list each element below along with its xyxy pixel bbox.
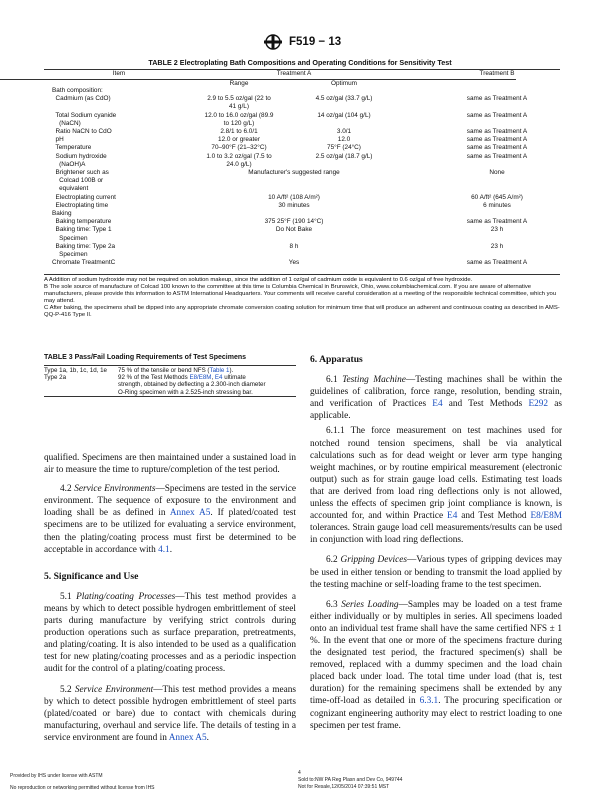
col-treatment-b-header: Treatment B <box>479 70 515 77</box>
footer-right <box>298 777 402 790</box>
table2-row <box>44 121 560 128</box>
table2-row <box>44 96 560 103</box>
table2-row <box>44 252 560 259</box>
e8-link[interactable]: E8/E8M <box>530 511 562 522</box>
table2-row <box>44 154 560 161</box>
section-6-3-1-link[interactable]: 6.3.1 <box>419 696 439 707</box>
table2-treatment-b-cell: 23 h <box>490 226 504 234</box>
col-item-header: Item <box>112 70 126 77</box>
table3-requirement-cont: strength, obtained by deflecting a 2.300-inch diameter <box>118 381 266 389</box>
table2-treatment-b-cell: same as Treatment A <box>466 95 528 103</box>
footer-not-for-resale: Not for Resale,12/05/2014 07:39:51 MST <box>298 783 390 790</box>
astm-logo <box>262 34 284 50</box>
table2-treatment-b-cell: same as Treatment A <box>466 152 528 160</box>
table2-treatment-a-cell: Yes <box>288 259 300 267</box>
table2-optimum-cell: 4.5 oz/gal (33.7 g/L) <box>315 95 373 103</box>
footnote-a: A Addition of sodium hydroxide may not be required on solution makeup, since the addition of 1 oz/gal of cadmium oxide is equivalent to 0.6 oz/gal of free hydroxide. <box>44 277 473 283</box>
footer-no-reproduction: No reproduction or networking permitted without license from IHS <box>10 784 155 791</box>
table-rule-header <box>0 79 516 80</box>
table2-treatment-b-cell: same as Treatment A <box>466 144 528 152</box>
table2-range-cell: 2.9 to 5.5 oz/gal (22 to <box>207 95 271 103</box>
table2-row <box>44 170 560 177</box>
table2-row <box>44 145 560 152</box>
table2-treatment-b-cell: 23 h <box>490 242 504 250</box>
table2-row <box>44 227 560 234</box>
table2-row <box>44 113 560 120</box>
e4-link[interactable]: E4 <box>214 374 223 382</box>
table2-range-cell: 12.0 to 16.0 oz/gal (89.9 <box>204 111 274 119</box>
table2-range-cell: 2.8/1 to 6.0/1 <box>220 128 258 135</box>
table2-treatment-a-cell: 8 h <box>289 242 299 250</box>
table2-row <box>44 203 560 210</box>
table2-footnotes <box>44 277 560 319</box>
standard-designation: F519 − 13 <box>289 36 342 48</box>
table2-treatment-b-cell: 6 minutes <box>483 201 511 209</box>
table2-row <box>44 162 560 169</box>
table2-item-cell: (NaOH)A <box>52 160 86 168</box>
table2-optimum-cell: 75°F (24°C) <box>327 144 361 152</box>
table2-treatment-a-cell: 10 A/ft² (108 A/m²) <box>268 193 320 201</box>
col-treatment-a-header: Treatment A <box>276 70 312 77</box>
section-6-heading: 6. Apparatus <box>310 354 363 365</box>
table2-item-cell: Sodium hydroxide <box>52 152 107 160</box>
table2-optimum-cell: 2.5 oz/gal (18.7 g/L) <box>315 152 373 160</box>
table3-row <box>44 374 296 381</box>
paragraph-5-1: 5.1 Plating/coating Processes—This test method provides a means by which to detect possible hydrogen embrittlement of steel parts during manufacture by verifying strict controls during production operations such as surface preparation, pretreatments, and plating/coating. It is also intended to be used as a qualification test for new plating/coating processes and as a periodic inspection audit for the control of a plating/coating process. <box>44 591 296 675</box>
e4-link[interactable]: E4 <box>447 511 458 522</box>
table2-item-cell: pH <box>52 136 64 144</box>
table2-treatment-a-cell: 375 25°F (190 14°C) <box>264 218 324 226</box>
footer-left <box>10 773 155 791</box>
table3-rule-bottom <box>44 396 296 397</box>
paragraph-6-2: 6.2 Gripping Devices—Various types of gripping devices may be used in either tension or bending to transmit the load applied by the testing machine or self-loading frame to the test specimen. <box>310 555 563 590</box>
table-rule-bottom <box>44 274 560 275</box>
annex-a5-link[interactable]: Annex A5 <box>169 508 211 519</box>
table2-treatment-a-cell: Manufacturer's suggested range <box>248 169 340 176</box>
table2-optimum-cell: 12.0 <box>337 136 351 144</box>
sub-optimum-header: Optimum <box>331 80 357 87</box>
table2-item-cell: Specimen <box>52 234 88 242</box>
table2-row <box>44 219 560 226</box>
table3-type: Type 1a, 1b, 1c, 1d, 1e <box>44 367 107 374</box>
left-column <box>44 452 296 744</box>
table3-requirement-cont: O-Ring specimen with a 2.525-inch stressing bar. <box>118 388 253 396</box>
e4-link[interactable]: E4 <box>432 399 443 410</box>
table2-subheader-row <box>44 81 560 88</box>
table2-item-cell: Ratio NaCN to CdO <box>52 128 112 135</box>
table2-treatment-b-cell: same as Treatment A <box>466 111 528 119</box>
table3 <box>44 367 296 396</box>
table2-treatment-b-cell: same as Treatment A <box>466 136 528 144</box>
table2-treatment-b-cell: same as Treatment A <box>466 259 528 267</box>
table2-item-cell: Baking temperature <box>52 218 112 226</box>
table2-row <box>44 88 560 95</box>
table2-row <box>44 195 560 202</box>
section-5-heading: 5. Significance and Use <box>44 570 139 582</box>
table2-range-cell: to 120 g/L) <box>223 119 255 127</box>
paragraph-6-1-1: 6.1.1 The force measurement on test machines used for notched round tension specimens, shall be via analytical calculations such as for dead weight or lever arm type hanging weight machines, or by routine empirical measurement (electronic output) such as for strain gauge load cells. Estimating test loads that are derived from load ring deflections only is not allowed, unless the effects of specimen grip joint compliance is known, is accounted for, and within Practice E4 and Test Method E8/E8M tolerances. Strain gauge load cell measurements/results can be used in conjunction with load ring deflections. <box>310 426 562 546</box>
e292-link[interactable]: E292 <box>528 399 549 410</box>
sub-range-header: Range <box>229 80 249 87</box>
table2-range-cell: 1.0 to 3.2 oz/gal (7.5 to <box>206 152 272 160</box>
table2-range-cell: 70–90°F (21–32°C) <box>211 144 267 152</box>
section-4-1-link[interactable]: 4.1 <box>158 544 170 555</box>
table2-optimum-cell: 3.0/1 <box>336 128 352 135</box>
table2-item-cell: Colcad 100B or <box>52 177 104 185</box>
table3-requirement: 92 % of the Test Methods E8/E8M, E4 ultimate <box>118 374 246 382</box>
footnote-b: B The sole source of manufacture of Colcad 100 known to the committee at this time is Columbia Chemical in Brunswick, Ohio, www.columbiachemical.com. If you are aware of alternative manufacturers, please provide this information to ASTM International Headquarters. Your comments will receive careful consideration at a meeting of the responsible technical committee, which you may attend. <box>44 284 557 304</box>
table2-row <box>44 244 560 251</box>
table2-range-cell: 12.0 or greater <box>218 136 260 144</box>
table2-row <box>44 236 560 243</box>
table2-title: TABLE 2 Electroplating Bath Compositions and Operating Conditions for Sensitivity Test <box>148 58 452 67</box>
table2-row <box>44 260 560 267</box>
table2-item-cell: equivalent <box>52 185 89 193</box>
table1-link[interactable]: Table 1 <box>209 367 230 374</box>
paragraph-4-2: 4.2 Service Environments—Specimens are tested in the service environment. The sequence of exposure to the environment and loading shall be as defined in Annex A5. If plated/coated test specimens are to be utilized for evaluating a service environment, then the plating/coating process must first be determined to be acceptable in accordance with 4.1. <box>44 484 296 555</box>
table2-range-cell: 41 g/L) <box>229 103 249 111</box>
table2-header-row <box>44 71 560 78</box>
paragraph-6-1: 6.1 Testing Machine—Testing machines shall be within the guidelines of calibration, force range, resolution, bending strain, and verification of Practices E4 and Test Methods E292 as applicable. <box>310 375 563 422</box>
table2-row <box>44 211 560 218</box>
table2-treatment-a-cell: 30 minutes <box>278 201 310 209</box>
table2-item-cell: Baking time: Type 1 <box>52 226 112 234</box>
table3-type: Type 2a <box>44 374 67 382</box>
table2-item-cell: (NaCN) <box>52 119 81 127</box>
table2-treatment-b-cell: same as Treatment A <box>466 218 528 226</box>
table3-row <box>44 367 296 374</box>
table2-item-cell: Chromate TreatmentC <box>52 259 116 267</box>
e8-link[interactable]: E8/E8M <box>189 374 212 382</box>
table2-treatment-b-cell: 60 A/ft² (645 A/m²) <box>471 193 523 201</box>
table2-item-cell: Total Sodium cyanide <box>52 111 117 119</box>
table2-item-cell: Brightener such as <box>52 169 109 176</box>
table2-item-cell: Temperature <box>52 144 92 152</box>
footer-sold-to: Sold to:NW PA Reg Plasn and Dev Co, 949744 <box>298 777 403 783</box>
table3-row-cont <box>44 381 296 388</box>
table2-treatment-b-cell: same as Treatment A <box>466 128 528 135</box>
table2-row <box>44 186 560 193</box>
paragraph-continued: qualified. Specimens are then maintained under a sustained load in air to measure the time to rupture/completion of the test period. <box>44 453 296 476</box>
table2-range-cell: 24.0 g/L) <box>226 160 252 168</box>
table3-title: TABLE 3 Pass/Fail Loading Requirements of Test Specimens <box>44 354 247 361</box>
table2-item-cell: Electroplating time <box>52 201 109 209</box>
table2-row <box>44 178 560 185</box>
table2-item-cell: Baking time: Type 2a <box>52 242 116 250</box>
table3-row-cont <box>44 389 296 396</box>
table2-treatment-b-cell: None <box>489 169 505 176</box>
table3-rule-top <box>44 365 296 366</box>
footer-provided: Provided by IHS under license with ASTM <box>10 773 103 779</box>
footer-page-number: 4 <box>298 770 301 776</box>
table2-row <box>44 129 560 136</box>
table2-item-cell: Bath composition: <box>52 87 103 94</box>
table2-item-cell: Baking <box>52 210 72 217</box>
paragraph-6-3: 6.3 Series Loading—Samples may be loaded on a test frame either individually or by multiples in series. All specimens loaded onto an individual test frame shall have the same certified NFS ± 1 %. In the event that one or more of the specimens fracture during the designated test period, the fractured specimen(s) shall be removed, replaced with a dummy specimen and the load chain placed back under load. The total time under load (that is, test duration) for the remaining specimens shall be extended by any time-off-load as detailed in 6.3.1. The procuring specification or cognizant engineering authority may elect to restrict loading to one specimen per test frame. <box>310 599 563 731</box>
table2-item-cell: Cadmium (as CdO) <box>52 95 111 103</box>
table2-row <box>44 137 560 144</box>
table2-item-cell: Electroplating current <box>52 193 116 201</box>
table2-row <box>44 104 560 111</box>
table2-item-cell: Specimen <box>52 251 88 258</box>
table3-requirement: 75 % of the tensile or bend NFS (Table 1). <box>118 367 234 374</box>
table2-treatment-a-cell: Do Not Bake <box>275 226 313 234</box>
table2-optimum-cell: 14 oz/gal (104 g/L) <box>317 111 371 119</box>
footnote-c: C After baking, the specimens shall be dipped into any appropriate chromate conversion coating solution for minimum time that will produce an adherent and continuous coating as described in AMS-QQ-P-416 Type II. <box>44 305 560 318</box>
paragraph-5-2: 5.2 Service Environment—This test method provides a means by which to detect possible hydrogen embrittlement of steel parts (plated/coated or bare) due to contact with chemicals during manufacturing, overhaul and service life. The details of testing in a service environment are found in Annex A5. <box>44 684 297 743</box>
annex-a5-link[interactable]: Annex A5 <box>168 732 207 743</box>
right-column <box>310 354 562 732</box>
